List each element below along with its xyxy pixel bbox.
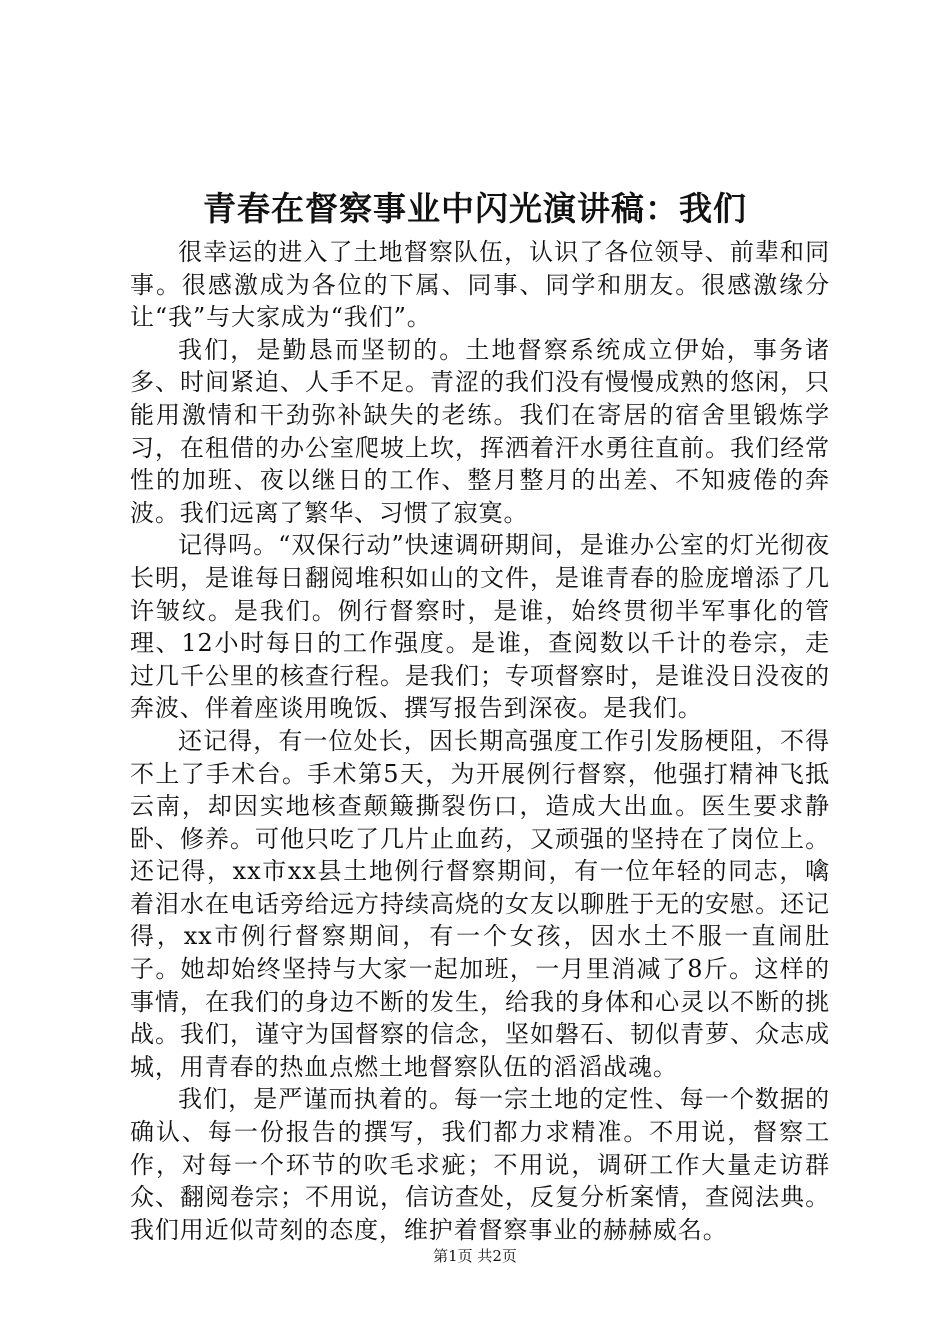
document-body	[130, 236, 830, 1246]
paragraph-4: 还记得，有一位处长，因长期高强度工作引发肠梗阻，不得不上了手术台。手术第5天，为开展例行督察，他强打精神飞抵云南，却因实地核查颠簸撕裂伤口，造成大出血。医生要求静卧、修养。可他只吃了几片止血药，又顽强的坚持在了岗位上。还记得，xx市xx县土地例行督察期间，有一位年轻的同志，噙着泪水在电话旁给远方持续高烧的女友以聊胜于无的安慰。还记得，xx市例行督察期间，有一个女孩，因水土不服一直闹肚子。她却始终坚持与大家一起加班，一月里消减了8斤。这样的事情，在我们的身边不断的发生，给我的身体和心灵以不断的挑战。我们，谨守为国督察的信念，坚如磐石、韧似青萝、众志成城，用青春的热血点燃土地督察队伍的滔滔战魂。	[130, 726, 830, 1081]
paragraph-1: 很幸运的进入了土地督察队伍，认识了各位领导、前辈和同事。很感激成为各位的下属、同事、同学和朋友。很感激缘分让“我”与大家成为“我们”。	[130, 238, 830, 332]
paragraph-3: 记得吗。“双保行动”快速调研期间，是谁办公室的灯光彻夜长明，是谁每日翻阅堆积如山的文件，是谁青春的脸庞增添了几许皱纹。是我们。例行督察时，是谁，始终贯彻半军事化的管理、12小时每日的工作强度。是谁，查阅数以千计的卷宗，走过几千公里的核查行程。是我们；专项督察时，是谁没日没夜的奔波、伴着座谈用晚饭、撰写报告到深夜。是我们。	[130, 531, 830, 723]
paragraph-2: 我们，是勤恳而坚韧的。土地督察系统成立伊始，事务诸多、时间紧迫、人手不足。青涩的我们没有慢慢成熟的悠闲，只能用激情和干劲弥补缺失的老练。我们在寄居的宿舍里锻炼学习，在租借的办公室爬坡上坎，挥洒着汗水勇往直前。我们经常性的加班、夜以继日的工作、整月整月的出差、不知疲倦的奔波。我们远离了繁华、习惯了寂寞。	[130, 335, 830, 527]
page-title: 青春在督察事业中闪光演讲稿：我们	[203, 189, 747, 228]
paragraph-5: 我们，是严谨而执着的。每一宗土地的定性、每一个数据的确认、每一份报告的撰写，我们都力求精准。不用说，督察工作，对每一个环节的吹毛求疵；不用说，调研工作大量走访群众、翻阅卷宗；不用说，信访查处，反复分析案情，查阅法典。我们用近似苛刻的态度，维护着督察事业的赫赫威名。	[130, 1085, 830, 1244]
page-footer: 第1页 共2页	[433, 1247, 517, 1265]
